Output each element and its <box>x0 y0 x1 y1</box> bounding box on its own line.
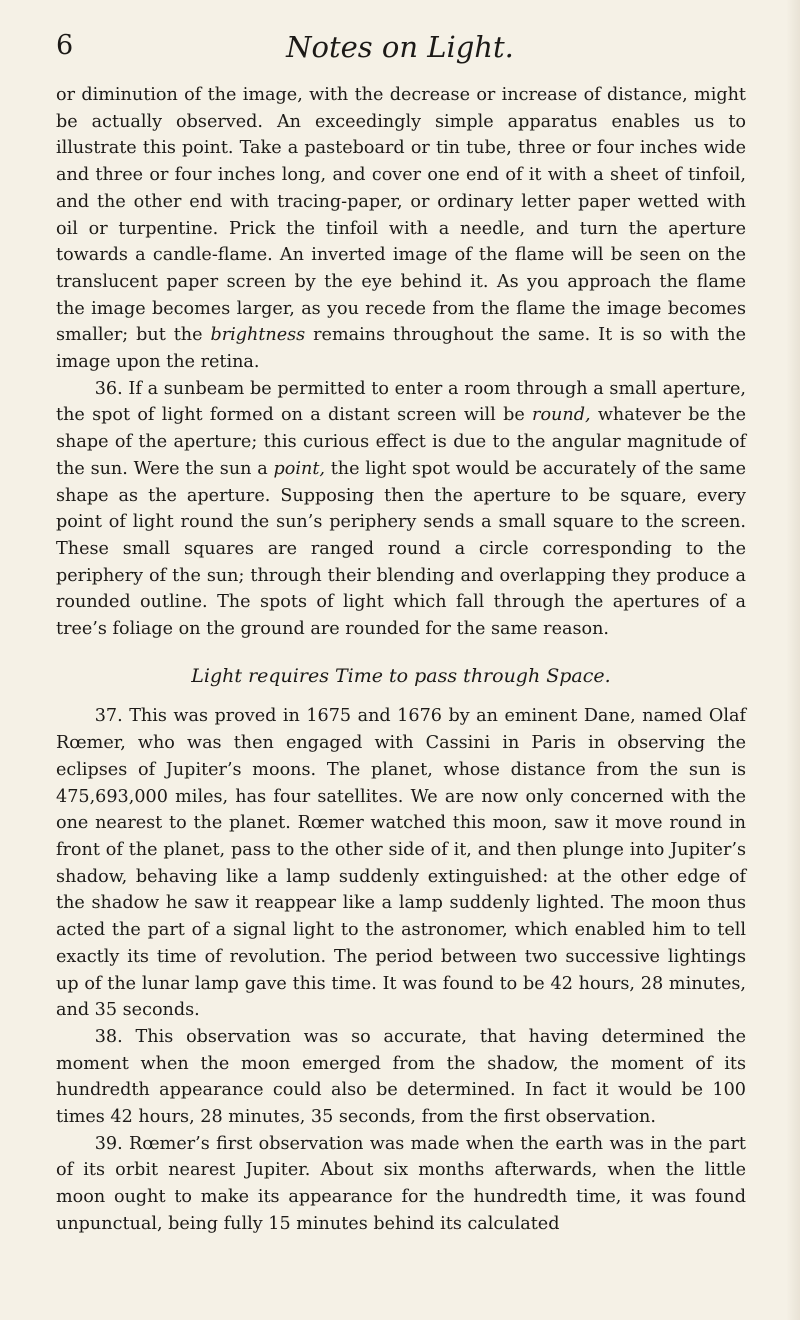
page-number: 6 <box>56 30 74 61</box>
paragraph-39: 39. Rœmer’s first observation was made when the earth was in the part of its orbit nearest Jupiter. About six months afterwards, when the little moon ought to make its appearance for the hundredth time, it was found unpunctual, being fully 15 minutes behind its calculated <box>56 1133 746 1234</box>
emphasis: brightness <box>210 325 306 346</box>
paragraph-text: remains throughout the same. It is so with the image upon the retina. <box>56 325 746 373</box>
emphasis: point, <box>273 458 325 479</box>
page-body <box>56 82 746 1238</box>
running-title: Notes on Light. <box>286 30 514 64</box>
paragraph-text: whatever be the shape of the aperture; this curious effect is due to the angular magnitude of the sun. Were the sun a <box>56 405 746 479</box>
page-edge-shadow <box>786 0 800 1320</box>
paragraph-38: 38. This observation was so accurate, that having determined the moment when the moon emerged from the shadow, the moment of its hundredth appearance could also be determined. In fact it would be 100 times 42 hours, 28 minutes, 35 seconds, from the first observation. <box>56 1026 746 1128</box>
emphasis: round, <box>532 405 591 426</box>
paragraph-37: 37. This was proved in 1675 and 1676 by an eminent Dane, named Olaf Rœmer, who was then engaged with Cassini in Paris in observing the eclipses of Jupiter’s moons. The planet, whose distance from the sun is 475,693,000 miles, has four satellites. We are now only concerned with the one nearest to the planet. Rœmer watched this moon, saw it move round in front of the planet, pass to the other side of it, and then plunge into Jupiter’s shadow, behaving like a lamp suddenly extinguished: at the other edge of the shadow he saw it reappear like a lamp suddenly lighted. The moon thus acted the part of a signal light to the astronomer, which enabled him to tell exactly its time of revolution. The period between two successive lightings up of the lunar lamp gave this time. It was found to be 42 hours, 28 minutes, and 35 seconds. <box>56 706 746 1021</box>
paragraph-text: or diminution of the image, with the decrease or increase of distance, might be actually observed. An exceedingly simple apparatus enables us to illustrate this point. Take a pasteboard or tin tube, three or four inches wide and three or four inches long, and cover one end of it with a sheet of tinfoil, and the other end with tracing-paper, or ordinary letter paper wetted with oil or turpentine. Prick the tinfoil with a needle, and turn the aperture towards a candle-flame. An inverted image of the flame will be seen on the translucent paper screen by the eye behind it. As you approach the flame the image becomes larger, as you recede from the flame the image becomes smaller; but the <box>56 85 746 346</box>
paragraph-text: 36. If a sunbeam be permitted to enter a room through a small aperture, the spot of light formed on a distant screen will be <box>56 378 746 426</box>
paragraph-36 <box>56 376 746 643</box>
paragraph-continued <box>56 82 746 376</box>
page-header <box>56 22 744 72</box>
paragraph-text: the light spot would be accurately of the same shape as the aperture. Supposing then the aperture to be square, every point of light round the sun’s periphery sends a small square to the screen. These small squares are ranged round a circle corresponding to the periphery of the sun; through their blending and overlapping they produce a rounded outline. The spots of light which fall through the apertures of a tree’s foliage on the ground are rounded for the same reason. <box>56 458 746 640</box>
section-heading: Light requires Time to pass through Space. <box>191 664 611 687</box>
